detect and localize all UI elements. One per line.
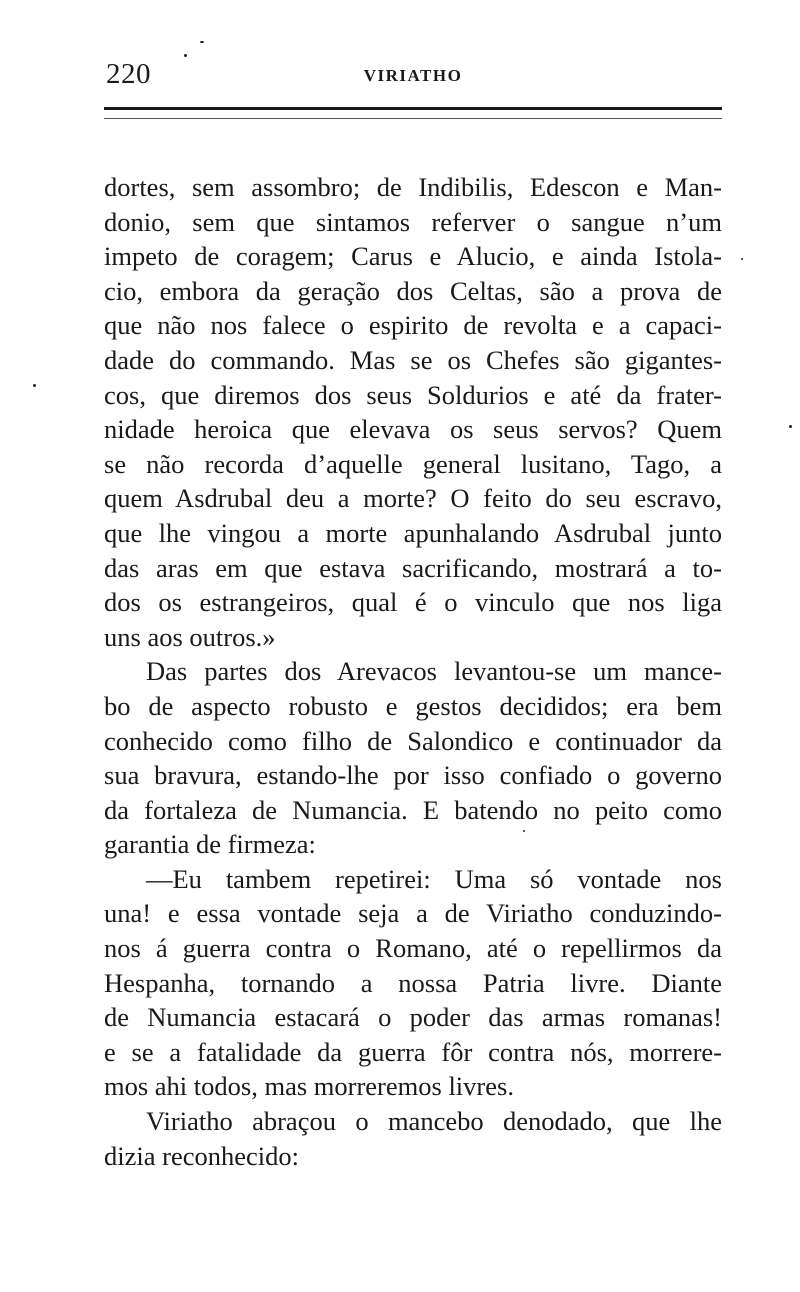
text-line: dizia reconhecido:	[104, 1140, 299, 1171]
text-line: dos os estrangeiros, qual é o vinculo que nos liga	[104, 587, 722, 618]
text-line: se não recorda d’aquelle general lusitano, Tago, a	[104, 448, 722, 479]
text-line: —Eu tambem repetirei: Uma só vontade nos	[146, 863, 722, 894]
text-line: conhecido como filho de Salondico e continuador da	[104, 725, 722, 756]
text-line: que não nos falece o espirito de revolta e a capaci-	[104, 310, 722, 341]
ink-speck	[184, 54, 187, 57]
text-line: da fortaleza de Numancia. E batendo no peito como	[104, 794, 722, 825]
page-header	[104, 58, 722, 98]
ink-speck	[200, 41, 204, 43]
text-line: quem Asdrubal deu a morte? O feito do seu escravo,	[104, 483, 722, 514]
text-line: Viriatho abraçou o mancebo denodado, que lhe	[146, 1106, 722, 1137]
text-line: de Numancia estacará o poder das armas romanas!	[104, 1002, 722, 1033]
ink-speck	[741, 258, 743, 260]
text-line: cos, que diremos dos seus Soldurios e até da frater-	[104, 379, 722, 410]
text-line: nidade heroica que elevava os seus servos? Quem	[104, 414, 722, 445]
text-line: dortes, sem assombro; de Indibilis, Edescon e Man-	[104, 172, 722, 202]
text-line: que lhe vingou a morte apunhalando Asdrubal junto	[104, 517, 722, 548]
text-line: Hespanha, tornando a nossa Patria livre. Diante	[104, 967, 722, 998]
running-title: VIRIATHO	[363, 66, 463, 85]
text-line: nos á guerra contra o Romano, até o repellirmos da	[104, 933, 722, 964]
text-line: donio, sem que sintamos referver o sangue n’um	[104, 206, 722, 237]
text-line: mos ahi todos, mas morreremos livres.	[104, 1071, 514, 1102]
text-line: e se a fatalidade da guerra fôr contra nós, morrere-	[104, 1036, 722, 1067]
header-rule-thin	[104, 118, 722, 119]
text-line: impeto de coragem; Carus e Alucio, e ainda Istola-	[104, 241, 722, 272]
text-line: uns aos outros.»	[104, 621, 276, 652]
ink-speck	[33, 384, 36, 387]
header-rule-thick	[104, 107, 722, 110]
text-line: Das partes dos Arevacos levantou-se um mance-	[146, 656, 722, 687]
text-line: bo de aspecto robusto e gestos decididos; era bem	[104, 690, 722, 721]
text-line: sua bravura, estando-lhe por isso confiado o governo	[104, 760, 722, 791]
ink-speck	[789, 425, 792, 428]
text-line: cio, embora da geração dos Celtas, são a prova de	[104, 275, 722, 306]
body-text	[104, 170, 722, 1173]
page-number: 220	[106, 58, 151, 90]
text-line: una! e essa vontade seja a de Viriatho conduzindo-	[104, 898, 722, 929]
text-line: dade do commando. Mas se os Chefes são gigantes-	[104, 344, 722, 375]
text-line: garantia de firmeza:	[104, 829, 316, 860]
text-line: das aras em que estava sacrificando, mostrará a to-	[104, 552, 722, 583]
